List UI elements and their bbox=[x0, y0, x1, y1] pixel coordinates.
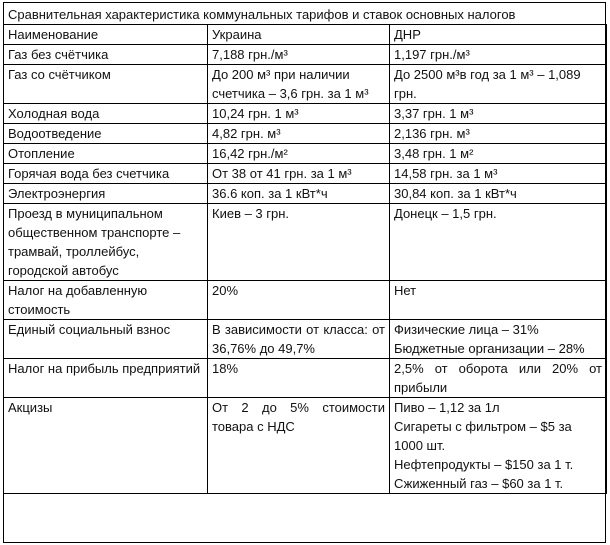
table-row bbox=[4, 124, 607, 144]
table-row bbox=[4, 104, 607, 124]
row-dnr-value: 3,37 грн. 1 м³ bbox=[390, 104, 607, 124]
table-caption: Сравнительная характеристика коммунальных тарифов и ставок основных налогов bbox=[4, 3, 607, 25]
row-dnr-value bbox=[390, 320, 607, 359]
row-ukraine-value: До 200 м³ при наличии счетчика – 3,6 грн. за 1 м³ bbox=[208, 65, 390, 104]
table-row bbox=[4, 45, 607, 65]
row-dnr-value: До 2500 м³в год за 1 м³ – 1,089 грн. bbox=[390, 65, 607, 104]
row-name: Холодная вода bbox=[4, 104, 208, 124]
row-ukraine-value: 16,42 грн./м² bbox=[208, 144, 390, 164]
row-dnr-value: 30,84 коп. за 1 кВт*ч bbox=[390, 184, 607, 204]
row-ukraine-value: 10,24 грн. 1 м³ bbox=[208, 104, 390, 124]
row-name: Отопление bbox=[4, 144, 208, 164]
table-row bbox=[4, 144, 607, 164]
row-name: Единый социальный взнос bbox=[4, 320, 208, 359]
row-dnr-value: 2,136 грн. м³ bbox=[390, 124, 607, 144]
table-row bbox=[4, 359, 607, 398]
table-row bbox=[4, 281, 607, 320]
row-dnr-value bbox=[390, 398, 607, 494]
row-ukraine-value: 36.6 коп. за 1 кВт*ч bbox=[208, 184, 390, 204]
row-name: Акцизы bbox=[4, 398, 208, 494]
row-ukraine-value: 20% bbox=[208, 281, 390, 320]
row-dnr-value: Нет bbox=[390, 281, 607, 320]
header-row bbox=[4, 25, 607, 45]
row-dnr-value: Донецк – 1,5 грн. bbox=[390, 204, 607, 281]
dnr-line: Бюджетные организации – 28% bbox=[394, 341, 585, 356]
table-row bbox=[4, 398, 607, 494]
row-dnr-value: 1,197 грн./м³ bbox=[390, 45, 607, 65]
table-row bbox=[4, 184, 607, 204]
dnr-line: Физические лица – 31% bbox=[394, 322, 539, 337]
row-name: Газ без счётчика bbox=[4, 45, 208, 65]
dnr-line: Сигареты с фильтром – $5 за 1000 шт. bbox=[394, 419, 572, 453]
dnr-line: Сжиженный газ – $60 за 1 т. bbox=[394, 476, 564, 491]
row-name: Газ со счётчиком bbox=[4, 65, 208, 104]
row-ukraine-value: 7,188 грн./м³ bbox=[208, 45, 390, 65]
row-name: Налог на добавленную стоимость bbox=[4, 281, 208, 320]
table-row bbox=[4, 320, 607, 359]
row-dnr-value: 14,58 грн. за 1 м³ bbox=[390, 164, 607, 184]
row-ukraine-value: 18% bbox=[208, 359, 390, 398]
dnr-line: Пиво – 1,12 за 1л bbox=[394, 400, 500, 415]
row-dnr-value: 2,5% от оборота или 20% от прибыли bbox=[390, 359, 607, 398]
dnr-line: Нефтепродукты – $150 за 1 т. bbox=[394, 457, 574, 472]
row-ukraine-value: Киев – 3 грн. bbox=[208, 204, 390, 281]
header-dnr: ДНР bbox=[390, 25, 607, 45]
table-row bbox=[4, 164, 607, 184]
row-name: Электроэнергия bbox=[4, 184, 208, 204]
row-name: Водоотведение bbox=[4, 124, 208, 144]
tariff-comparison-document bbox=[3, 2, 606, 543]
row-name: Горячая вода без счетчика bbox=[4, 164, 208, 184]
row-ukraine-value: От 38 от 41 грн. за 1 м³ bbox=[208, 164, 390, 184]
row-name: Налог на прибыль предприятий bbox=[4, 359, 208, 398]
table-row bbox=[4, 204, 607, 281]
header-name: Наименование bbox=[4, 25, 208, 45]
tariff-table bbox=[3, 24, 607, 494]
row-ukraine-value: В зависимости от класса: от 36,76% до 49,7% bbox=[208, 320, 390, 359]
row-ukraine-value: От 2 до 5% стоимости товара с НДС bbox=[208, 398, 390, 494]
header-ukraine: Украина bbox=[208, 25, 390, 45]
row-name: Проезд в муниципальном общественном транспорте – трамвай, троллейбус, городской автобус bbox=[4, 204, 208, 281]
row-ukraine-value: 4,82 грн. м³ bbox=[208, 124, 390, 144]
table-row bbox=[4, 65, 607, 104]
row-dnr-value: 3,48 грн. 1 м² bbox=[390, 144, 607, 164]
